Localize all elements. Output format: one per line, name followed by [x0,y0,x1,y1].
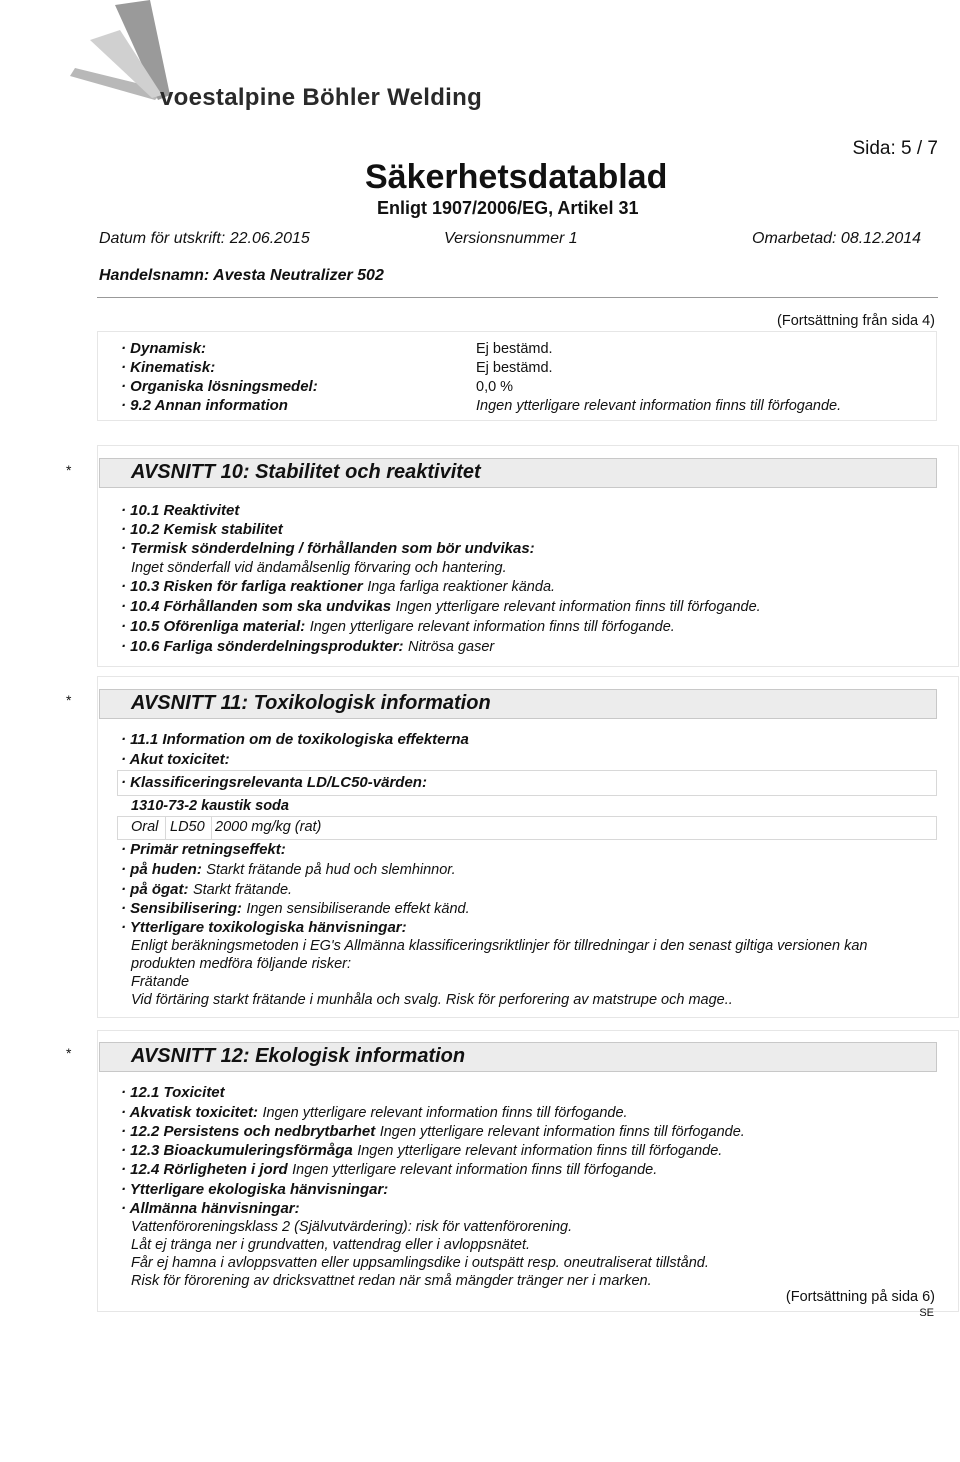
skin-effect-text: Starkt frätande på hud och slemhinnor. [206,862,456,878]
kinematic-label: · Kinematisk: [121,359,216,376]
primary-irritant-heading: · Primär retningseffekt: [121,841,286,858]
hazardous-reactions-label: · 10.3 Risken för farliga reaktioner [121,578,363,595]
risk-corrosive: Frätande [131,974,190,990]
groundwater-text: Låt ej tränga ner i grundvatten, vattendrag eller i avloppsnätet. [131,1237,531,1253]
bioaccumulation-line [121,1142,722,1160]
document-subtitle: Enligt 1907/2006/EG, Artikel 31 [377,198,639,218]
aquatic-toxicity-text: Ingen ytterligare relevant information finns till förfogande. [262,1105,628,1121]
decomposition-products-line [121,638,494,656]
soil-mobility-label: · 12.4 Rörligheten i jord [121,1161,288,1178]
revision-marker: * [66,1045,72,1061]
decomposition-products-label: · 10.6 Farliga sönderdelningsprodukter: [121,638,404,655]
hazardous-reactions-text: Inga farliga reaktioner kända. [367,579,556,595]
bioaccumulation-text: Ingen ytterligare relevant information finns till förfogande. [357,1143,723,1159]
continued-on: (Fortsättning på sida 6) [785,1289,935,1305]
sensitization-label: · Sensibilisering: [121,900,242,917]
reactivity-heading: · 10.1 Reaktivitet [121,502,240,519]
other-info-label: · 9.2 Annan information [121,397,288,414]
soil-mobility-line [121,1161,657,1179]
persistence-line [121,1123,745,1141]
organic-solvents-label: · Organiska lösningsmedel: [121,378,318,395]
eye-effect-line [121,881,292,899]
toxicity-type: LD50 [170,819,205,835]
conditions-to-avoid-label: · 10.4 Förhållanden som ska undvikas [121,598,392,615]
toxicological-effects-heading: · 11.1 Information om de toxikologiska effekterna [121,731,469,748]
header-divider [97,297,938,298]
additional-toxicological-heading: · Ytterligare toxikologiska hänvisningar: [121,919,407,936]
drinking-water-text: Risk för förorening av dricksvattnet redan när små mängder tränger ner i marken. [131,1273,652,1289]
incompatible-materials-text: Ingen ytterligare relevant information finns till förfogande. [309,619,675,635]
general-notes-heading: · Allmänna hänvisningar: [121,1200,300,1217]
aquatic-toxicity-line [121,1104,628,1122]
calculation-method-text-cont: produkten medföra följande risker: [131,956,352,972]
water-hazard-class-text: Vattenföroreningsklass 2 (Självutvärdering): risk för vattenförorening. [131,1219,573,1235]
section-12-heading: AVSNITT 12: Ekologisk information [131,1045,466,1067]
page-number: Sida: 5 / 7 [852,138,938,159]
acute-toxicity-heading: · Akut toxicitet: [121,751,230,768]
sensitization-line [121,900,470,918]
revision-marker: * [66,692,72,708]
incompatible-materials-line [121,618,675,636]
skin-effect-label: · på huden: [121,861,202,878]
continued-from: (Fortsättning från sida 4) [777,313,935,329]
chemical-stability-heading: · 10.2 Kemisk stabilitet [121,521,283,538]
exposure-route: Oral [131,819,159,835]
persistence-text: Ingen ytterligare relevant information finns till förfogande. [379,1124,745,1140]
eye-effect-text: Starkt frätande. [192,882,293,898]
sensitization-text: Ingen sensibiliserande effekt känd. [246,901,470,917]
dynamic-label: · Dynamisk: [121,340,207,357]
section-10-heading: AVSNITT 10: Stabilitet och reaktivitet [131,461,481,483]
ld-lc50-values-heading: · Klassificeringsrelevanta LD/LC50-värden: [121,774,427,791]
document-title: Säkerhetsdatablad [365,158,668,196]
conditions-to-avoid-text: Ingen ytterligare relevant information finns till förfogande. [395,599,761,615]
thermal-decomposition-text: Inget sönderfall vid ändamålsenlig förvaring och hantering. [131,560,507,576]
calculation-method-text: Enligt beräkningsmetoden i EG's Allmänna klassificeringsriktlinjer för tillredningar i den senast giltiga versionen kan [131,938,868,954]
skin-effect-line [121,861,456,879]
print-date: Datum för utskrift: 22.06.2015 [99,230,310,247]
toxicity-heading: · 12.1 Toxicitet [121,1084,225,1101]
additional-ecological-heading: · Ytterligare ekologiska hänvisningar: [121,1181,389,1198]
version-number: Versionsnummer 1 [444,230,578,247]
kinematic-value: Ej bestämd. [476,360,553,376]
logo-text: voestalpine Böhler Welding [160,84,483,111]
persistence-label: · 12.2 Persistens och nedbrytbarhet [121,1123,376,1140]
trade-name: Handelsnamn: Avesta Neutralizer 502 [99,267,384,284]
dynamic-value: Ej bestämd. [476,341,553,357]
soil-mobility-text: Ingen ytterligare relevant information finns till förfogande. [292,1162,658,1178]
revision-marker: * [66,462,72,478]
decomposition-products-text: Nitrösa gaser [408,639,495,655]
revised-date: Omarbetad: 08.12.2014 [752,230,922,247]
conditions-to-avoid-line [121,598,761,616]
section-11-heading: AVSNITT 11: Toxikologisk information [131,692,491,714]
language-code: SE [919,1307,934,1319]
eye-effect-label: · på ögat: [121,881,189,898]
substance-name: 1310-73-2 kaustik soda [131,798,289,814]
toxicity-value: 2000 mg/kg (rat) [215,819,322,835]
ingestion-risk-text: Vid förtäring starkt frätande i munhåla och svalg. Risk för perforering av matstrupe och mage.. [131,992,733,1008]
other-info-value: Ingen ytterligare relevant information finns till förfogande. [476,398,842,414]
organic-solvents-value: 0,0 % [476,379,514,395]
hazardous-reactions-line [121,578,555,596]
bioaccumulation-label: · 12.3 Bioackumuleringsförmåga [121,1142,353,1159]
thermal-decomposition-heading: · Termisk sönderdelning / förhållanden som bör undvikas: [121,540,535,557]
incompatible-materials-label: · 10.5 Oförenliga material: [121,618,306,635]
aquatic-toxicity-label: · Akvatisk toxicitet: [121,1104,258,1121]
sewage-text: Får ej hamna i avloppsvatten eller uppsamlingsdike i outspätt resp. oneutraliserat tillstånd. [131,1255,709,1271]
